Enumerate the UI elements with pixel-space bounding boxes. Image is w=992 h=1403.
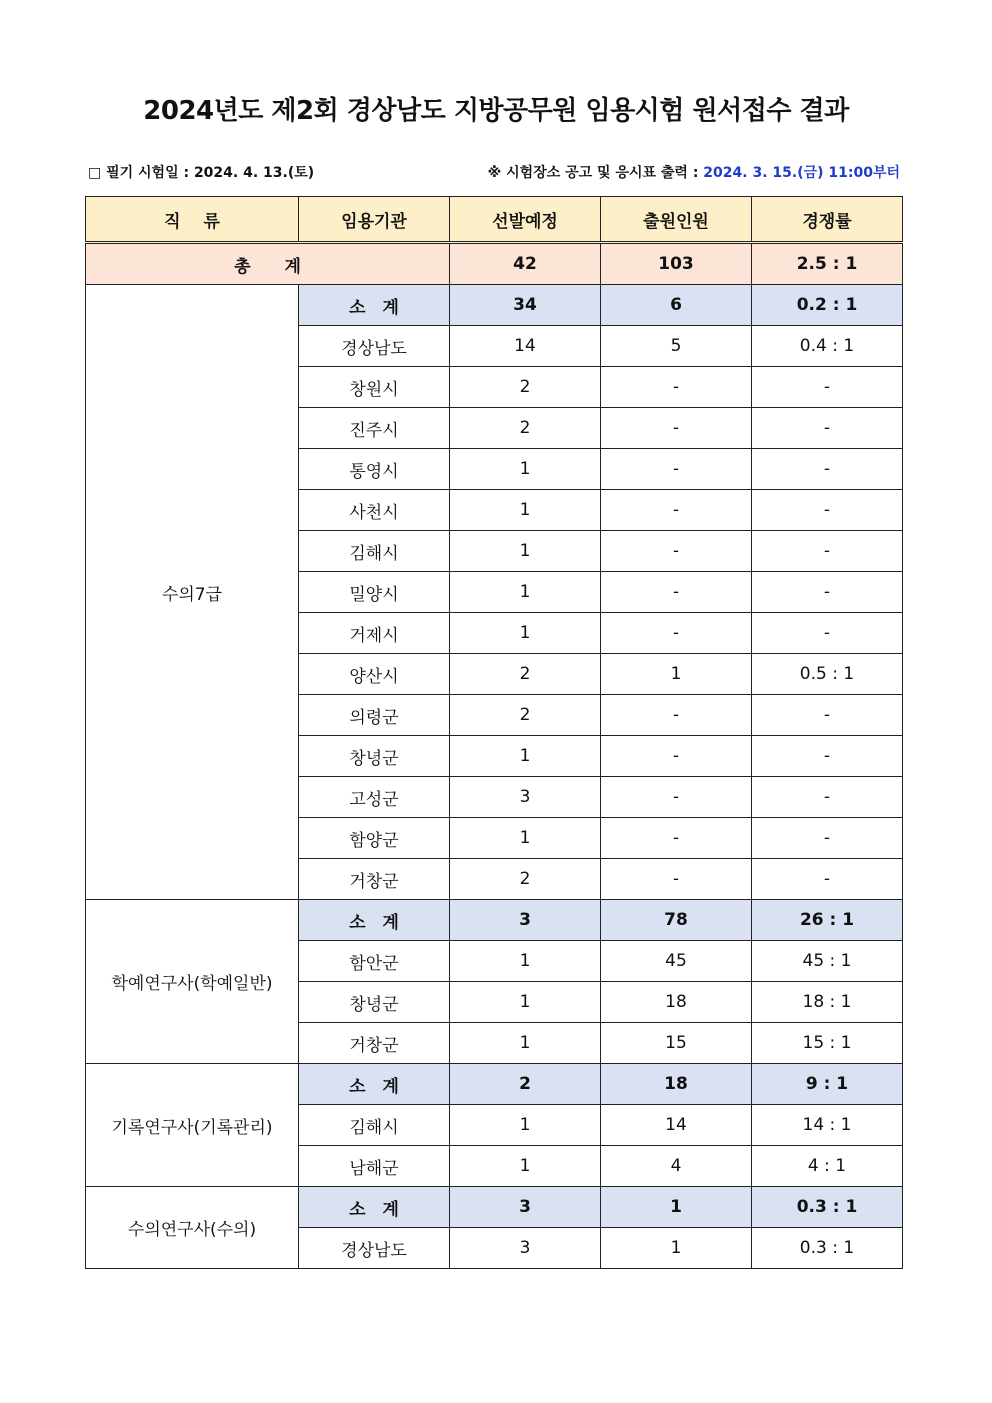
- planned-cell: 1: [450, 572, 601, 613]
- subtotal-planned: 3: [450, 1187, 601, 1228]
- planned-cell: 2: [450, 654, 601, 695]
- ratio-cell: -: [752, 367, 903, 408]
- ratio-cell: 18 : 1: [752, 982, 903, 1023]
- notice-date: 2024. 3. 15.(금) 11:00부터: [703, 165, 900, 181]
- planned-cell: 1: [450, 613, 601, 654]
- planned-cell: 1: [450, 736, 601, 777]
- agency-cell: 고성군: [299, 777, 450, 818]
- planned-cell: 1: [450, 941, 601, 982]
- total-ratio: 2.5 : 1: [752, 243, 903, 285]
- subtotal-applicants: 1: [601, 1187, 752, 1228]
- ratio-cell: -: [752, 777, 903, 818]
- notice: [488, 162, 900, 182]
- agency-cell: 창녕군: [299, 736, 450, 777]
- header-applicants: 출원인원: [601, 197, 752, 243]
- applicants-cell: 14: [601, 1105, 752, 1146]
- subtotal-row: [86, 1064, 903, 1105]
- agency-cell: 경상남도: [299, 326, 450, 367]
- agency-cell: 김해시: [299, 531, 450, 572]
- document-title: 2024년도 제2회 경상남도 지방공무원 임용시험 원서접수 결과: [143, 96, 849, 126]
- planned-cell: 1: [450, 449, 601, 490]
- ratio-cell: -: [752, 408, 903, 449]
- agency-cell: 밀양시: [299, 572, 450, 613]
- subtotal-label: 소 계: [299, 1187, 450, 1228]
- job-category: 수의7급: [86, 285, 299, 900]
- header-planned: 선발예정: [450, 197, 601, 243]
- agency-cell: 거창군: [299, 1023, 450, 1064]
- ratio-cell: -: [752, 449, 903, 490]
- subtotal-applicants: 6: [601, 285, 752, 326]
- subtotal-ratio: 0.3 : 1: [752, 1187, 903, 1228]
- agency-cell: 함양군: [299, 818, 450, 859]
- job-category: 학예연구사(학예일반): [86, 900, 299, 1064]
- subtotal-ratio: 9 : 1: [752, 1064, 903, 1105]
- planned-cell: 2: [450, 367, 601, 408]
- agency-cell: 경상남도: [299, 1228, 450, 1269]
- subtotal-planned: 2: [450, 1064, 601, 1105]
- applicants-cell: 5: [601, 326, 752, 367]
- applicants-cell: 4: [601, 1146, 752, 1187]
- results-table: [85, 196, 903, 1269]
- applicants-cell: 15: [601, 1023, 752, 1064]
- agency-cell: 통영시: [299, 449, 450, 490]
- applicants-cell: 18: [601, 982, 752, 1023]
- agency-cell: 의령군: [299, 695, 450, 736]
- applicants-cell: 45: [601, 941, 752, 982]
- applicants-cell: -: [601, 531, 752, 572]
- planned-cell: 3: [450, 777, 601, 818]
- subtotal-applicants: 78: [601, 900, 752, 941]
- applicants-cell: -: [601, 613, 752, 654]
- ratio-cell: 0.3 : 1: [752, 1228, 903, 1269]
- ratio-cell: 45 : 1: [752, 941, 903, 982]
- subtotal-planned: 3: [450, 900, 601, 941]
- planned-cell: 14: [450, 326, 601, 367]
- job-category: 기록연구사(기록관리): [86, 1064, 299, 1187]
- ratio-cell: -: [752, 695, 903, 736]
- header-job-category: 직 류: [86, 197, 299, 243]
- applicants-cell: -: [601, 818, 752, 859]
- total-applicants: 103: [601, 243, 752, 285]
- ratio-cell: -: [752, 572, 903, 613]
- ratio-cell: -: [752, 736, 903, 777]
- ratio-cell: -: [752, 613, 903, 654]
- agency-cell: 김해시: [299, 1105, 450, 1146]
- agency-cell: 거제시: [299, 613, 450, 654]
- ratio-cell: -: [752, 818, 903, 859]
- ratio-cell: 4 : 1: [752, 1146, 903, 1187]
- planned-cell: 2: [450, 859, 601, 900]
- applicants-cell: -: [601, 449, 752, 490]
- planned-cell: 3: [450, 1228, 601, 1269]
- planned-cell: 1: [450, 818, 601, 859]
- planned-cell: 1: [450, 982, 601, 1023]
- subtotal-label: 소 계: [299, 1064, 450, 1105]
- applicants-cell: 1: [601, 1228, 752, 1269]
- header-agency: 임용기관: [299, 197, 450, 243]
- subtotal-row: [86, 285, 903, 326]
- applicants-cell: -: [601, 572, 752, 613]
- agency-cell: 양산시: [299, 654, 450, 695]
- applicants-cell: -: [601, 408, 752, 449]
- total-row: [86, 243, 903, 285]
- ratio-cell: 0.5 : 1: [752, 654, 903, 695]
- total-label: 총 계: [86, 243, 450, 285]
- agency-cell: 창녕군: [299, 982, 450, 1023]
- applicants-cell: -: [601, 695, 752, 736]
- ratio-cell: -: [752, 490, 903, 531]
- planned-cell: 1: [450, 490, 601, 531]
- table-body: [86, 243, 903, 1269]
- agency-cell: 창원시: [299, 367, 450, 408]
- planned-cell: 1: [450, 531, 601, 572]
- ratio-cell: 15 : 1: [752, 1023, 903, 1064]
- agency-cell: 남해군: [299, 1146, 450, 1187]
- subtotal-row: [86, 900, 903, 941]
- subtotal-ratio: 0.2 : 1: [752, 285, 903, 326]
- subtotal-ratio: 26 : 1: [752, 900, 903, 941]
- table-header-row: [86, 197, 903, 243]
- ratio-cell: 14 : 1: [752, 1105, 903, 1146]
- planned-cell: 1: [450, 1023, 601, 1064]
- ratio-cell: -: [752, 859, 903, 900]
- planned-cell: 2: [450, 408, 601, 449]
- subtotal-label: 소 계: [299, 285, 450, 326]
- applicants-cell: -: [601, 859, 752, 900]
- agency-cell: 거창군: [299, 859, 450, 900]
- applicants-cell: -: [601, 736, 752, 777]
- applicants-cell: -: [601, 490, 752, 531]
- subtotal-row: [86, 1187, 903, 1228]
- applicants-cell: -: [601, 367, 752, 408]
- applicants-cell: -: [601, 777, 752, 818]
- subtotal-planned: 34: [450, 285, 601, 326]
- planned-cell: 1: [450, 1146, 601, 1187]
- total-planned: 42: [450, 243, 601, 285]
- notice-prefix: ※ 시험장소 공고 및 응시표 출력 :: [487, 165, 699, 181]
- subtotal-label: 소 계: [299, 900, 450, 941]
- exam-date: □ 필기 시험일 : 2024. 4. 13.(토): [88, 165, 315, 181]
- agency-cell: 함안군: [299, 941, 450, 982]
- agency-cell: 진주시: [299, 408, 450, 449]
- planned-cell: 1: [450, 1105, 601, 1146]
- agency-cell: 사천시: [299, 490, 450, 531]
- ratio-cell: 0.4 : 1: [752, 326, 903, 367]
- header-ratio: 경쟁률: [752, 197, 903, 243]
- planned-cell: 2: [450, 695, 601, 736]
- ratio-cell: -: [752, 531, 903, 572]
- subtotal-applicants: 18: [601, 1064, 752, 1105]
- job-category: 수의연구사(수의): [86, 1187, 299, 1269]
- applicants-cell: 1: [601, 654, 752, 695]
